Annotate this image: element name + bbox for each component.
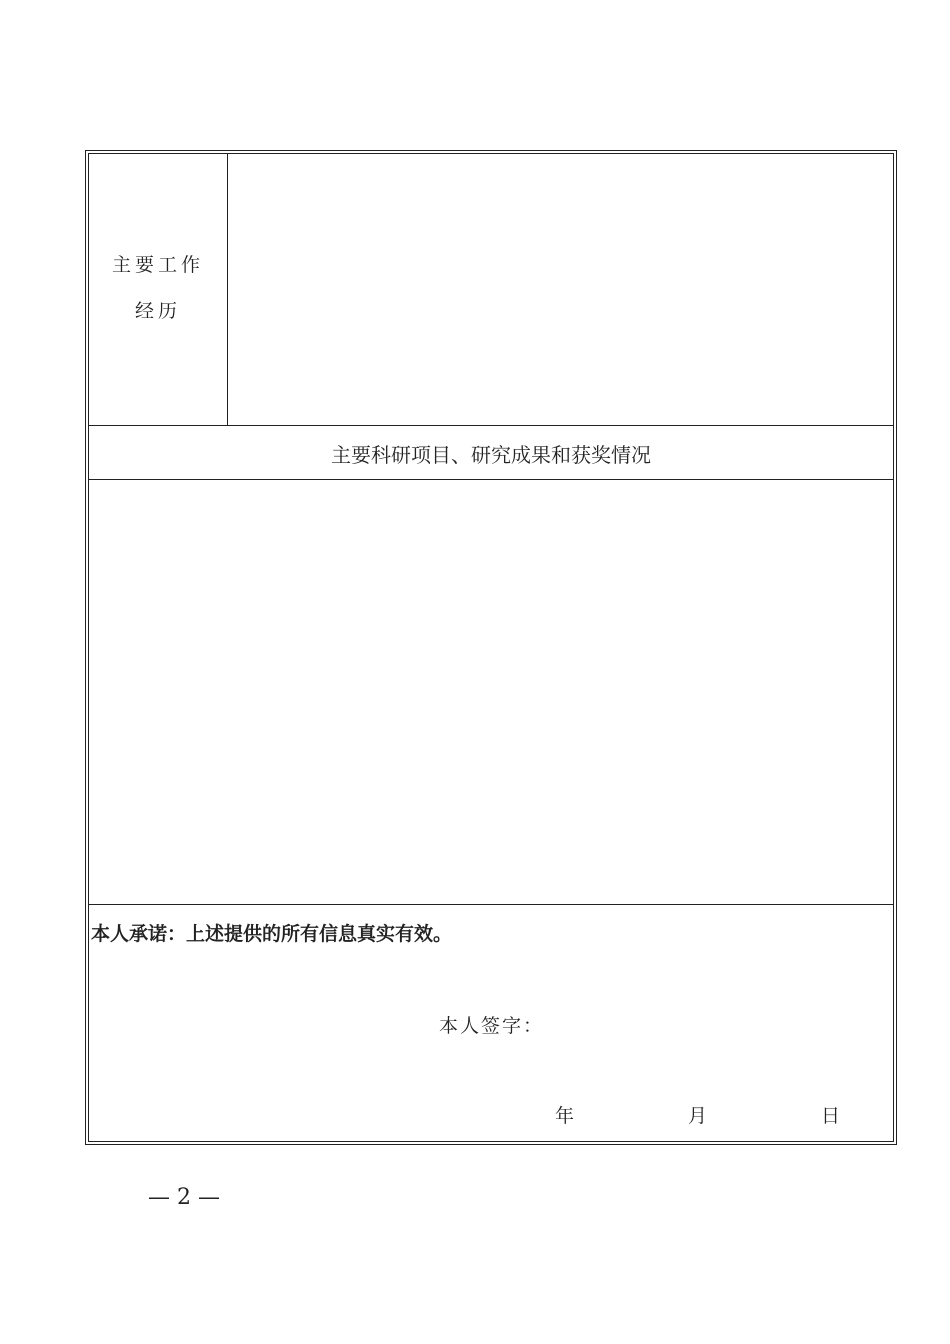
date-month-label: 月 [688,1105,708,1127]
signature-label: 本人签字： [439,1015,545,1037]
date-day-label: 日 [821,1105,841,1127]
application-form-table [85,150,897,1145]
work-history-label-line1: 主要工作 [111,254,204,276]
page-number: — 2 — [148,1185,220,1210]
work-history-field[interactable] [228,154,893,425]
research-heading: 主要科研项目、研究成果和获奖情况 [331,443,651,467]
date-year-label: 年 [555,1105,575,1127]
work-history-label-line2: 经历 [134,300,181,322]
research-field[interactable] [89,480,893,905]
work-history-label-cell [89,154,228,425]
research-heading-row [89,426,893,480]
commitment-row [89,905,893,1141]
commitment-statement: 本人承诺：上述提供的所有信息真实有效。 [91,923,453,945]
work-history-row [89,154,893,426]
